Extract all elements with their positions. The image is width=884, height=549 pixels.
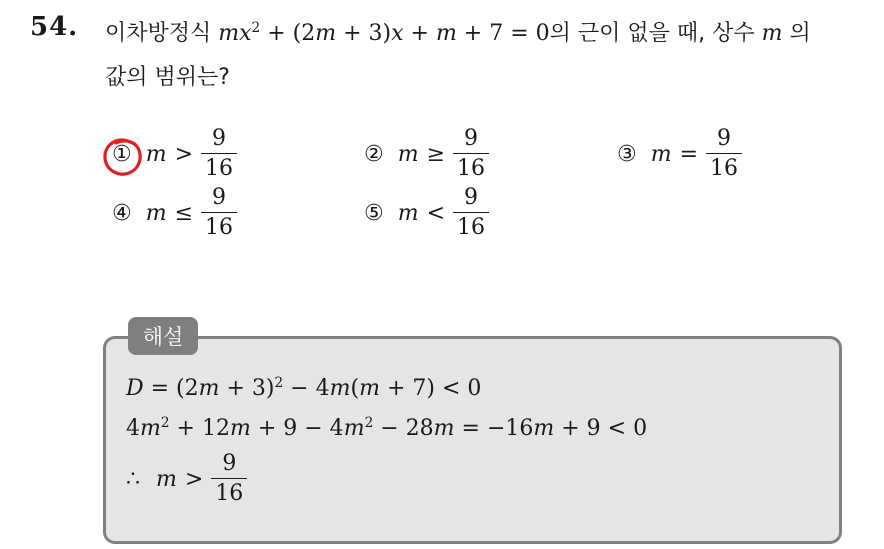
question-text-line-2: 값의 범위는? [105,65,230,90]
fraction-numerator: 9 [212,126,227,151]
choice-number: ⑤ [364,200,384,226]
fraction-numerator: 9 [717,126,732,151]
fraction-numerator: 9 [212,185,227,210]
choice-4[interactable] [112,187,237,239]
fraction-denominator: 16 [205,156,234,181]
solution-fraction [211,453,247,505]
choice-number: ① [112,141,132,167]
solution-line-2: $4m^2 + 12m + 9 - 4m^2 - 28m = -16m + 9 < 0$ [126,414,648,441]
solution-relation: > [184,466,204,492]
choice-fraction [201,187,237,239]
fraction-numerator: 9 [222,451,237,476]
fraction-denominator: 16 [457,215,486,240]
solution-line-1: $D = (2m + 3)^2 - 4m(m + 7) < 0$ [126,374,482,401]
choice-fraction [201,128,237,180]
choice-number: ② [364,141,384,167]
choice-variable: m [397,200,419,226]
question-prefix: 이차방정식 [105,21,212,46]
choice-relation: = [679,141,699,167]
solution-variable: m [156,466,177,492]
choice-number: ③ [617,141,637,167]
fraction-numerator: 9 [464,185,479,210]
question-variable: m [761,21,783,46]
equation: $mx^2 + (2m + 3)x + m + 7 = 0$ [218,19,550,46]
solution-line-3 [126,453,247,505]
fraction-denominator: 16 [215,481,244,506]
choice-relation: ≥ [426,141,446,167]
fraction-denominator: 16 [710,156,739,181]
question-end: 의 [789,21,811,46]
fraction-numerator: 9 [464,126,479,151]
choice-variable: m [397,141,419,167]
therefore-symbol: ∴ [126,466,140,492]
choice-5[interactable] [364,187,489,239]
choice-fraction [453,128,489,180]
choice-variable: m [650,141,672,167]
choice-fraction [453,187,489,239]
choice-1[interactable] [112,128,237,180]
question-number: 54. [30,12,79,42]
choice-variable: m [145,141,167,167]
choice-relation: ≤ [174,200,194,226]
choice-variable: m [145,200,167,226]
question-suffix: 의 근이 없을 때, 상수 [549,21,755,46]
choice-relation: < [426,200,446,226]
choice-fraction [706,128,742,180]
question-text-line-1 [105,16,811,47]
solution-tag: 해설 [128,317,198,355]
choice-number: ④ [112,200,132,226]
fraction-denominator: 16 [457,156,486,181]
choice-2[interactable] [364,128,489,180]
fraction-denominator: 16 [205,215,234,240]
choice-3[interactable] [617,128,742,180]
choice-relation: > [174,141,194,167]
